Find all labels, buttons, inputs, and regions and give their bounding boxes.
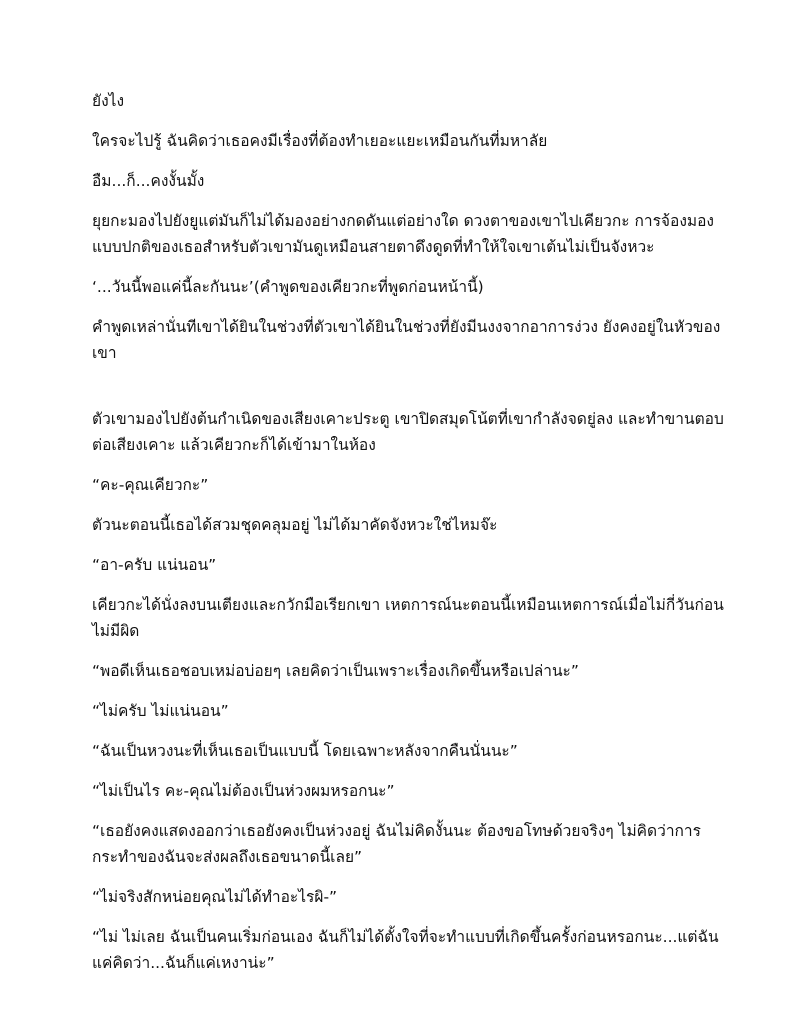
paragraph-18: “ไม่ ไม่เลย ฉันเป็นคนเริ่มก่อนเอง ฉันก็ไม่ได้ตั้งใจที่จะทำแบบที่เกิดขึ้นครั้งก่อนหรอกนะ...แต่ฉันแค่คิดว่า...ฉันก็แค่เหงาน่ะ” <box>92 928 719 972</box>
document-page <box>92 88 732 990</box>
paragraph-15: “ไม่เป็นไร คะ-คุณไม่ต้องเป็นห่วงผมหรอกนะ” <box>92 782 395 800</box>
paragraph-9: ตัวนะตอนนี้เธอได้สวมชุดคลุมอยู่ ไม่ได้มาคัดจังหวะใช่ไหมจ๊ะ <box>92 516 498 534</box>
paragraph-5: ‘...วันนี้พอแค่นี้ละกันนะ’(คำพูดของเคียวกะที่พูดก่อนหน้านี้) <box>92 278 484 296</box>
paragraph-8: “คะ-คุณเคียวกะ” <box>92 476 209 494</box>
paragraph-14: “ฉันเป็นหวงนะที่เห็นเธอเป็นแบบนี้ โดยเฉพาะหลังจากคืนนั่นนะ” <box>92 742 518 760</box>
paragraph-6: คำพูดเหล่านั่นทีเขาได้ยินในช่วงที่ตัวเขาได้ยินในช่วงที่ยังมีนงงจากอาการง่วง ยังคงอยู่ในหัวของเขา <box>92 318 721 362</box>
paragraph-13: “ไม่ครับ ไม่แน่นอน” <box>92 702 229 720</box>
paragraph-17: “ไม่จริงสักหน่อยคุณไม่ได้ทำอะไรผิ-” <box>92 888 338 906</box>
paragraph-12: “พอดีเห็นเธอชอบเหม่อบ่อยๆ เลยคิดว่าเป็นเพราะเรื่องเกิดขึ้นหรือเปล่านะ” <box>92 662 579 680</box>
paragraph-2: ใครจะไปรู้ ฉันคิดว่าเธอคงมีเรื่องที่ต้องทำเยอะแยะเหมือนกันที่มหาลัย <box>92 132 548 150</box>
paragraph-3: อืม...ก็...คงงั้นมั้ง <box>92 172 205 190</box>
paragraph-7: ตัวเขามองไปยังต้นกำเนิดของเสียงเคาะประตู เขาปิดสมุดโน้ตที่เขากำลังจดยู่ลง และทำขานตอบต่อเสียงเคาะ แล้วเคียวกะก็ได้เข้ามาในห้อง <box>92 410 724 454</box>
paragraph-10: “อา-ครับ แน่นอน” <box>92 556 217 574</box>
paragraph-16: “เธอยังคงแสดงออกว่าเธอยังคงเป็นห่วงอยู่ ฉันไม่คิดงั้นนะ ต้องขอโทษด้วยจริงๆ ไม่คิดว่าการกระทำของฉันจะส่งผลถึงเธอขนาดนี้เลย” <box>92 822 701 866</box>
paragraph-11: เคียวกะได้นั่งลงบนเตียงและกวักมือเรียกเขา เหตการณ์นะตอนนี้เหมือนเหตการณ์เมื่อไม่กี่วันก่อนไม่มีผิด <box>92 596 724 640</box>
blank-line <box>92 380 732 406</box>
paragraph-1: ยังไง <box>92 92 125 110</box>
paragraph-4: ยุยกะมองไปยังยูแต่มันก็ไม่ได้มองอย่างกดดันแต่อย่างใด ดวงตาของเขาไปเคียวกะ การจ้องมองแบบปกติของเธอสำหรับตัวเขามันดูเหมือนสายตาดึงดูดที่ทำให้ใจเขาเต้นไม่เป็นจังหวะ <box>92 212 714 256</box>
